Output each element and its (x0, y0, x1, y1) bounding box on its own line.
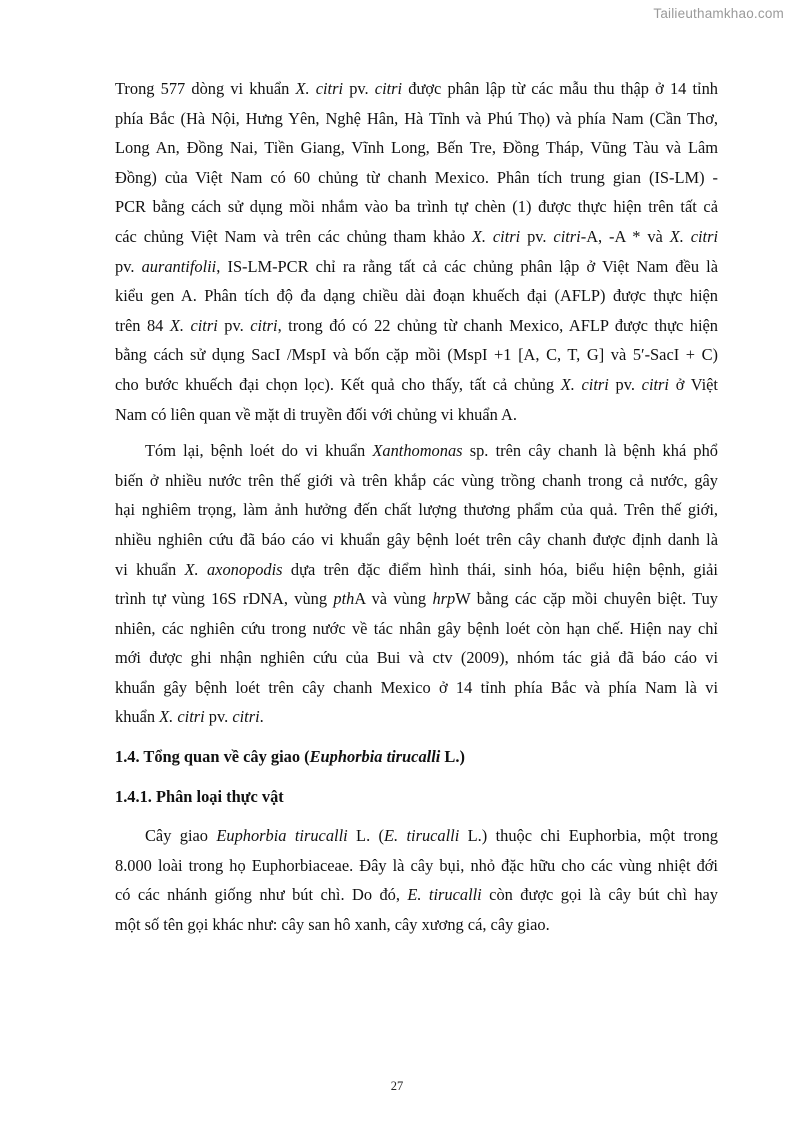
text-line: Long An, Đồng Nai, Tiền Giang, Vĩnh Long, Bến Tre, Đồng Tháp, Vũng Tàu và Lâm (115, 138, 718, 158)
section-heading: 1.4. Tổng quan về cây giao (Euphorbia tirucalli L.) (115, 747, 465, 767)
text-line: khuẩn gây bệnh loét trên cây chanh Mexico ở 14 tỉnh phía Bắc và phía Nam là vi (115, 677, 718, 697)
paragraph-plant-classification (115, 821, 718, 939)
text-line: nhiều nghiên cứu đã báo cáo vi khuẩn gây bệnh loét trên cây chanh được định danh là (115, 529, 718, 549)
paragraph-xcitri-strains (115, 74, 718, 429)
text-line: phía Bắc (Hà Nội, Hưng Yên, Nghệ Hân, Hà Tĩnh và Phú Thọ) và phía Nam (Cần Thơ, (115, 108, 718, 128)
text-line: các chủng Việt Nam và trên các chủng tham khảo X. citri pv. citri-A, -A * và X. citri (115, 226, 719, 246)
text-line: Nam có liên quan về mặt di truyền đối với chủng vi khuẩn A. (115, 404, 517, 424)
text-line: khuẩn X. citri pv. citri. (115, 707, 264, 727)
text-line: pv. aurantifolii, IS-LM-PCR chỉ ra rằng tất cả các chủng phân lập ở Việt Nam đều là (115, 256, 718, 276)
text-line: Trong 577 dòng vi khuẩn X. citri pv. citri được phân lập từ các mẫu thu thập ở 14 tỉnh (115, 79, 718, 98)
text-line: cho bước khuếch đại chọn lọc). Kết quả cho thấy, tất cả chủng X. citri pv. citri ở Việt (115, 374, 718, 394)
text-line: PCR bằng cách sử dụng mồi nhắm vào ba trình tự chèn (1) được thực hiện trên tất cả (115, 197, 718, 217)
watermark: Tailieuthamkhao.com (653, 6, 784, 21)
text-line: hại nghiêm trọng, làm ảnh hưởng đến chất lượng thương phẩm của quả. Trên thế giới, (115, 500, 718, 520)
page-number: 27 (390, 1079, 404, 1093)
text-line: Tóm lại, bệnh loét do vi khuẩn Xanthomonas sp. trên cây chanh là bệnh khá phổ (145, 441, 718, 461)
paragraph-summary (115, 436, 718, 732)
text-line: kiểu gen A. Phân tích độ đa dạng chiều dài đoạn khuếch đại (AFLP) được thực hiện (115, 286, 718, 306)
text-line: mới được ghi nhận nghiên cứu của Bui và ctv (2009), nhóm tác giả đã báo cáo vi (115, 648, 718, 668)
text-line: nhiên, các nghiên cứu trong nước về tác nhân gây bệnh loét còn hạn chế. Hiện nay chỉ (115, 618, 718, 638)
document-body (115, 74, 718, 940)
subsection-heading: 1.4.1. Phân loại thực vật (115, 786, 284, 806)
text-line: bằng cách sử dụng SacI /MspI và bốn cặp mồi (MspI +1 [A, C, T, G] và 5′-SacI + C) (115, 345, 718, 365)
text-line: Cây giao Euphorbia tirucalli L. (E. tirucalli L.) thuộc chi Euphorbia, một trong (145, 826, 718, 846)
text-line: có các nhánh giống như bút chì. Do đó, E. tirucalli còn được gọi là cây bút chì hay (115, 885, 718, 905)
text-line: trên 84 X. citri pv. citri, trong đó có 22 chủng từ chanh Mexico, AFLP được thực hiện (115, 315, 718, 335)
text-line: một số tên gọi khác như: cây san hô xanh, cây xương cá, cây giao. (115, 915, 550, 935)
text-line: biến ở nhiều nước trên thế giới và trên khắp các vùng trồng chanh trong cả nước, gây (115, 470, 718, 490)
text-line: Đồng) của Việt Nam có 60 chủng từ chanh Mexico. Phân tích trung gian (IS-LM) - (115, 167, 718, 187)
text-line: 8.000 loài trong họ Euphorbiaceae. Đây là cây bụi, nhỏ đặc hữu cho các vùng nhiệt đới (115, 855, 718, 875)
text-line: vi khuẩn X. axonopodis dựa trên đặc điểm hình thái, sinh hóa, biểu hiện bệnh, giải (115, 559, 718, 579)
text-line: trình tự vùng 16S rDNA, vùng pthA và vùng hrpW bằng các cặp mồi chuyên biệt. Tuy (115, 589, 718, 609)
